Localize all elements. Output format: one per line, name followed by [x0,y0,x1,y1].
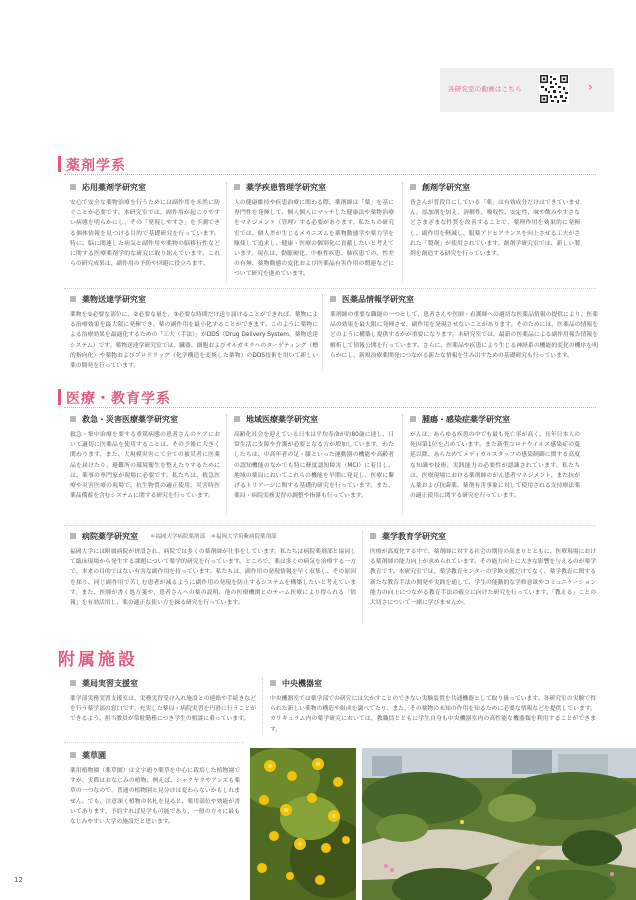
bullet-square-icon [70,752,76,758]
section-title-fuzoku: 附属施設 [58,650,138,670]
section-title-iryo: 医療・教育学系 [66,391,171,407]
section-divider [64,174,596,175]
herb-flower-photo [250,748,356,900]
bullet-square-icon [70,416,76,422]
lab-description: 人の健康維持や疾患治療に関わる際、薬剤師は「薬」を基に専門性を発揮して、個人個人にマッチした健康法や薬物治療をマネジメント（管理）する必要があります。私たちの研究室では、個人差が生じるメカニズムを薬物動態学や薬力学を駆使して追求し、健康・医療の個別化に貢献したいと考えています。現在は、動脈硬化、中枢性疾患、肺疾患での、性差の有無、薬物動態の変化および医薬品有害作用の関連などについて研究を進めています。 [234,200,394,278]
lab-affiliations: ＊福岡大学病院薬剤部 ＊福岡大学筑紫病院薬剤部 [150,534,277,540]
video-link-box[interactable] [440,68,614,112]
column-divider [402,414,403,514]
lab-applied-pharmaceutics [70,180,220,269]
column-divider [226,414,227,514]
lab-description: 薬物を①必要な部位に、②必要な量を、③必要な時間だけ送り届けることができれば、薬物による治療効果を最大限に発揮でき、薬の副作用を最小化することができます。このように薬物による治療効果を最適化するための「工夫（手法）」がDDS（Drug Delivery System、薬物送達システム）です。薬物送達学研究室では、臓器、細胞およびオルガネラへのターゲティング（標的指向化）や薬物およびプロドラッグ（化学構造を変換した薬物）のDDS技術を用いて新しい薬の開発を行っています。 [70,312,318,370]
lab-pharmacy-education [370,529,596,608]
lab-description: 高齢化社会を迎えている日本は平均寿命が約80歳に達し、日常生活に支障や介護が必要となる方が増加しています。わたしたちは、中高年者の足・膝といった運動器の機能や高齢者の認知機能のなかでも特に軽度認知障害（MCI）に着目し、地域の薬局においてこれらの機能を早期に発見し、医療に繋げるトリアージに関する基礎的研究を行っています。また、薬局・病院実務実習の調整や指導も行っています。 [234,432,394,500]
lab-title: 薬学疾患管理学研究室 [246,182,326,192]
lab-title: 薬学教育学研究室 [382,531,446,541]
lab-oncology-infection [410,412,580,501]
bullet-square-icon [70,184,76,190]
lab-emergency-disaster [70,412,220,501]
lab-formulation [410,180,580,259]
bullet-square-icon [270,680,276,686]
lab-description: 安心で安全な薬物治療を行うためには副作用を未然に防ぐことが必要です。本研究室では、副作用が起こりやすい病態を明らかにし、その「発現しやすさ」を予測できる個体情報を見つける目的で基礎研究を行っています。特に、脳に関連した病気と副作用や薬物の脳移行性などに関する医療薬剤学的な研究に取り組んでいます。これらの研究成果は、副作用の予防や回避に役立ちます。 [70,200,220,268]
bullet-square-icon [70,296,76,302]
lab-title: 病院薬学研究室 [82,531,138,541]
lab-description: 薬剤師の重要な職能の一つとして、患者さんや医師・看護師への適切な医薬品情報の提供により、医薬品の効果を最大限に発揮させ、副作用を発現させないことがあります。そのためには、医薬品の情報をどのように構築し提供するかが重要になります。本研究室では、最新の医薬品による副作用報告情報を解析して情報公開を行っています。さらに、医薬品や疾患により生じる神経系の機能的変化の機序を明らかにし、新規治療薬開発につながる新たな情報を生み出すための基礎研究も行っています。 [330,312,598,359]
lab-description: がんは、あらゆる疾患の中でも最も死亡率が高く、長年日本人の死因第1位を占めています。また新型コロナウイルス感染症の蔓延以降、あらためてメディカルスタッフの感染制御に関する高度な知識や技術、実践能力の必要性が認識されています。私たちは、医療現場における薬剤師のがん患者マネジメント、また抗がん薬および抗菌薬、薬剤有害事象に対して使用される支持療法薬の適正使用に関する研究を行っています。 [410,432,580,500]
bullet-square-icon [410,184,416,190]
facility-description: 薬用植物園（薬草園）は文字通り薬草を中心に栽培した植物園ですが、実際はおなじみの植物、例えば、シャクヤクやアンズも薬草の一つなので、普通の植物園と見分けは変わらないかもしれません。でも、注意深く植物の名札を見ると、薬用部位や効能が書いてあります。予約すれば見学も可能であり、一般の方々に最もなじみやすい大学の施設だと思います。 [70,768,240,826]
lab-drug-delivery [70,292,318,371]
bullet-square-icon [370,533,376,539]
lab-drug-information [330,292,598,361]
column-divider [362,531,363,623]
column-divider [262,678,263,734]
section-accent-bar [58,156,61,172]
lab-title: 腫瘍・感染症薬学研究室 [422,414,510,424]
row-divider [64,288,596,289]
facility-description: 薬学部実務実習支援室は、実務実習受け入れ施設との連絡や手続きなどを行う薬学部の窓口です。充実した薬局・病院実習を円滑に行うことができるよう、担当教員が常駐勤務につき学生の相談に乗っています。 [70,696,256,723]
lab-title: 応用薬剤学研究室 [82,182,146,192]
lab-title: 創剤学研究室 [422,182,470,192]
facility-central-instruments [270,676,596,735]
page-number: 12 [14,876,23,884]
lab-description: 皆さんが普段目にしている「薬」は有効成分だけはできていません。添加剤を加え、溶解性、吸収性、安定性、味や飲みやすさなどさまざまな性質を改善することで、薬理作用を効果的に発揮し、副作用を軽減し、服薬アドヒアランスを向上させる工夫がされた「製剤」が使用されています。創剤学研究室では、新しい製剤を創造する研究を行っています。 [410,200,580,258]
lab-description: 救急・集中治療を要する重篤病態の患者さんのケアにおいて適切に医薬品を使用することは、その予後に大きく関わります。また、大規模災害にて全ての被災者に医薬品を届けたり、避難所の環境衛生を整えたりするためには、薬事の専門家が現場に必要です。私たちは、救急医療や災害医療の現場で、抗生物質の適正使用、災害時医薬品備蓄を含むシステムに関する研究を行っています。 [70,432,220,500]
facility-title: 中央機器室 [282,678,322,688]
row-divider [64,742,244,743]
lab-description: 医療が高度化する中で、薬剤師に対する社会の期待の高まりとともに、医療現場における薬剤師の能力向上が求められています。その能力向上に大きな影響を与えるのが薬学教育です。本研究室では、薬学教育センターの学修支援だけでなく、薬学教育に関する新たな教育手法の開発や実践を通して、学生の能動的な学修意欲やコミュニケーション能力の向上につながる教育手法の確立に向けた研究を行っています。「教える」ことの大切さについて一緒に学びませんか。 [370,549,596,607]
bullet-square-icon [70,680,76,686]
lab-hospital-pharmacy [70,529,356,608]
lab-title: 救急・災害医療薬学研究室 [82,414,178,424]
column-divider [402,182,403,282]
column-divider [322,294,323,370]
bullet-square-icon [234,184,240,190]
column-divider [226,182,227,282]
section-divider [64,407,596,408]
lab-community-medicine [234,412,394,501]
qr-code [539,74,569,104]
lab-title: 地域医療薬学研究室 [246,414,318,424]
section-title-yakuzai: 薬剤学系 [66,158,126,174]
lab-clinical-pharmacy-management [234,180,394,280]
lab-title: 医薬品情報学研究室 [342,294,414,304]
lab-title: 薬物送達学研究室 [82,294,146,304]
bullet-square-icon [330,296,336,302]
row-divider [64,525,596,526]
video-link-label[interactable]: 各研究室の動画はこちら [448,85,522,93]
facility-title: 薬草園 [82,750,106,760]
bullet-square-icon [70,533,76,539]
herb-garden-photo [362,748,636,900]
chevron-right-icon[interactable]: › [588,80,593,94]
facility-herb-garden [70,748,240,827]
facility-title: 薬局実習支援室 [82,678,138,688]
facility-practical-training [70,676,256,725]
facility-description: 中央機器室では薬学部での研究には欠かすことのできない実験装置を共通機器として取り扱っています。各研究室の実験で得られた新しい薬物の構造や組成を調べてたり、また、その薬物の未知の作用を知るために必要な情報などを提供しています。カリキュラム内の薬学研究においては、教職員とともに学生自身も中央機器室内の高性能な機器類を利用することができます。 [270,696,596,733]
bullet-square-icon [234,416,240,422]
bullet-square-icon [410,416,416,422]
lab-description: 福岡大学には附属病院が併設され、病院では多くの薬剤師が仕事をしています。私たちは病院薬剤部と協同して臨床現場から発生する課題について薬学的研究を行っています。ところで、薬は多くの病気を治療する一方で、本来の目的ではない有害な副作用を持っています。私たちは、副作用の発現情報を早く収集し、その原因を探り、同じ副作用で苦しむ患者が減るように副作用の発現を防止するシステムを構築したいと考えています。また、医師が書く処方箋や、患者さんへの薬の説明、他の医療機関とのチーム医療により得られる「情報」を有効活用し、薬の適正な使い方を探る研究を行っています。 [70,549,356,607]
section-accent-bar [58,389,61,405]
